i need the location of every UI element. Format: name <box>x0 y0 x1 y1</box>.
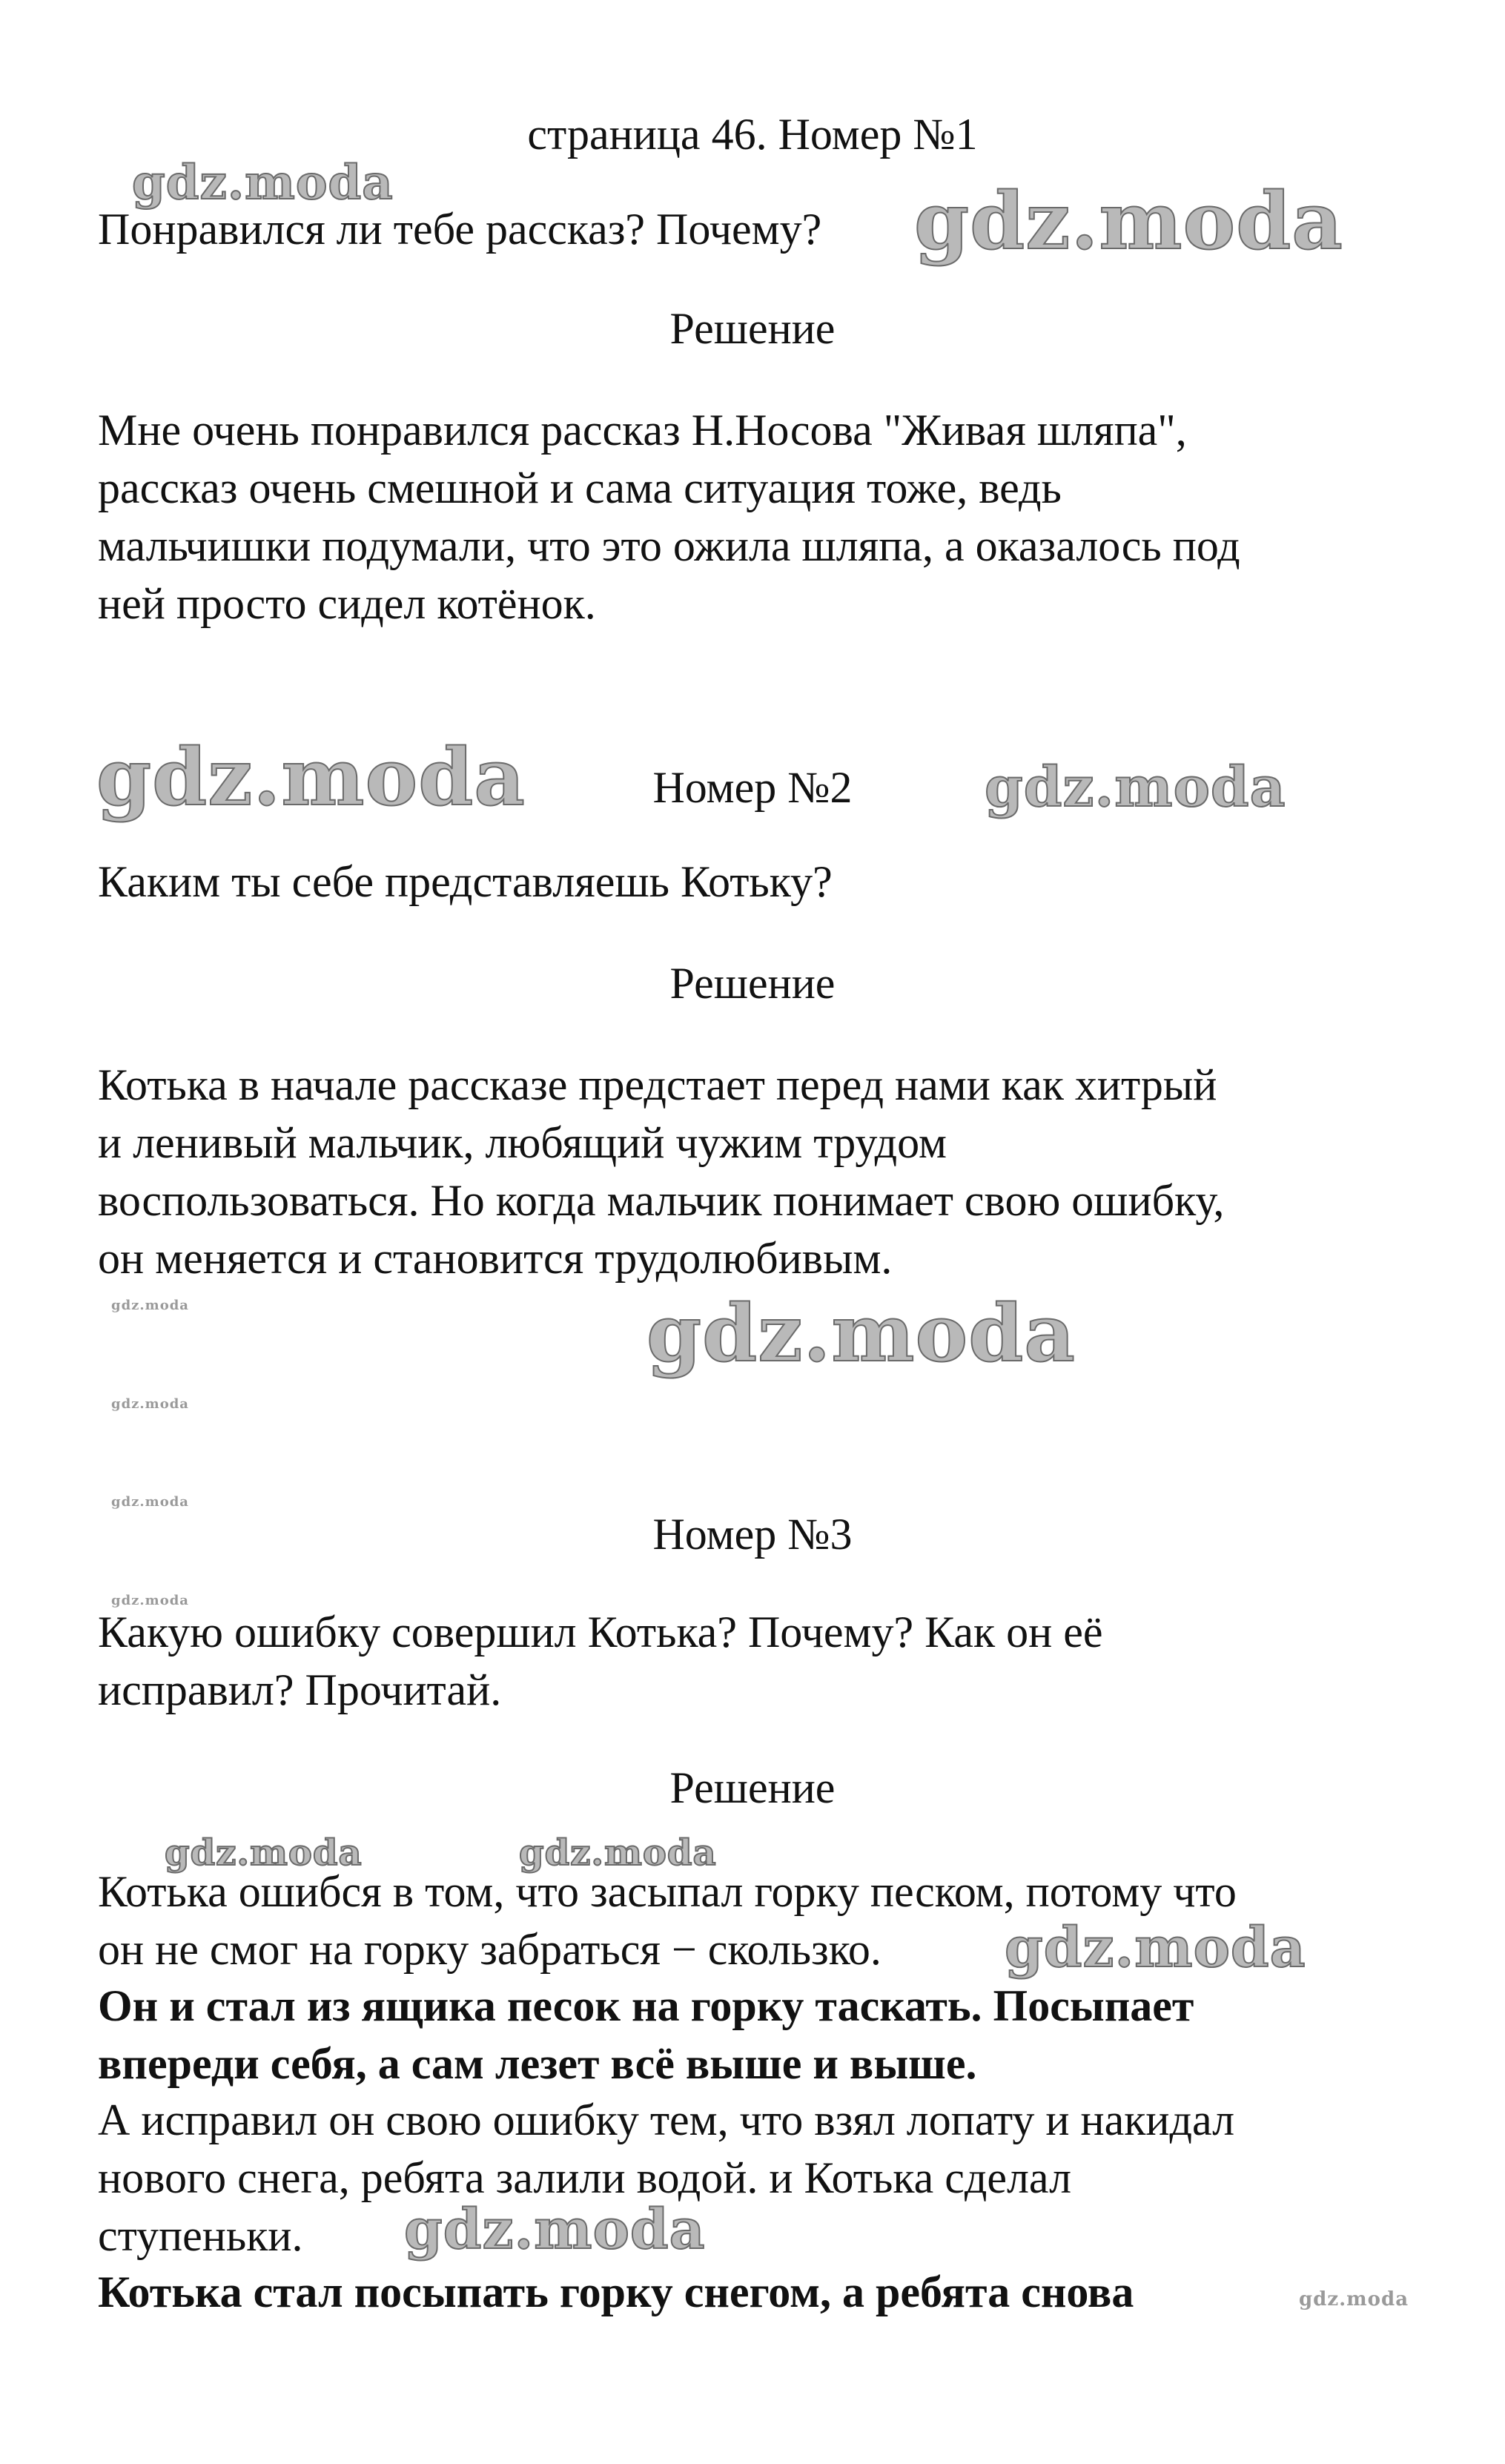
quote-text: впереди себя, а сам лезет всё выше и выше. <box>98 2039 977 2088</box>
solution-label: Решение <box>669 959 836 1008</box>
watermark: gdz.moda <box>165 1832 363 1874</box>
answer-text: мальчишки подумали, что это ожила шляпа, а оказалось под <box>98 521 1240 570</box>
solution-label: Решение <box>669 1763 836 1812</box>
watermark: gdz.moda <box>111 1396 189 1412</box>
answer-text: А исправил он свою ошибку тем, что взял лопату и накидал <box>98 2095 1235 2144</box>
answer-text: нового снега, ребята залили водой. и Котька сделал <box>98 2153 1072 2202</box>
answer-text: и ленивый мальчик, любящий чужим трудом <box>98 1118 947 1167</box>
watermark: gdz.moda <box>96 730 526 823</box>
task-number: Номер №3 <box>652 1510 853 1559</box>
watermark: gdz.moda <box>1299 2288 1409 2311</box>
quote-text: Он и стал из ящика песок на горку таскать. Посыпает <box>98 1981 1194 2030</box>
quote-text: Котька стал посыпать горку снегом, а ребята снова <box>98 2268 1134 2316</box>
answer-text: он меняется и становится трудолюбивым. <box>98 1234 893 1283</box>
watermark: gdz.moda <box>519 1832 717 1874</box>
watermark: gdz.moda <box>111 1593 189 1608</box>
question-text: Понравился ли тебе рассказ? Почему? <box>98 205 822 254</box>
answer-text: ней просто сидел котёнок. <box>98 579 596 628</box>
watermark: gdz.moda <box>646 1287 1076 1379</box>
answer-text: рассказ очень смешной и сама ситуация тоже, ведь <box>98 463 1062 512</box>
watermark: gdz.moda <box>111 1494 189 1510</box>
watermark: gdz.moda <box>111 1298 189 1313</box>
watermark: gdz.moda <box>1005 1916 1306 1980</box>
watermark: gdz.moda <box>132 155 394 211</box>
answer-text: воспользоваться. Но когда мальчик понимает свою ошибку, <box>98 1176 1225 1225</box>
page-header: страница 46. Номер №1 <box>527 110 978 159</box>
watermark: gdz.moda <box>985 756 1286 819</box>
question-text: исправил? Прочитай. <box>98 1665 502 1714</box>
watermark: gdz.moda <box>404 2198 706 2262</box>
answer-text: Котька ошибся в том, что засыпал горку песком, потому что <box>98 1867 1237 1916</box>
watermark: gdz.moda <box>914 174 1343 267</box>
answer-text: Мне очень понравился рассказ Н.Носова "Живая шляпа", <box>98 406 1187 455</box>
answer-text: Котька в начале рассказе предстает перед нами как хитрый <box>98 1060 1217 1109</box>
question-text: Какую ошибку совершил Котька? Почему? Как он её <box>98 1608 1103 1657</box>
answer-text: он не смог на горку забраться − скользко. <box>98 1925 882 1974</box>
solution-label: Решение <box>669 304 836 353</box>
answer-text: ступеньки. <box>98 2211 303 2260</box>
task-number: Номер №2 <box>652 763 853 812</box>
question-text: Каким ты себе представляешь Котьку? <box>98 857 833 906</box>
